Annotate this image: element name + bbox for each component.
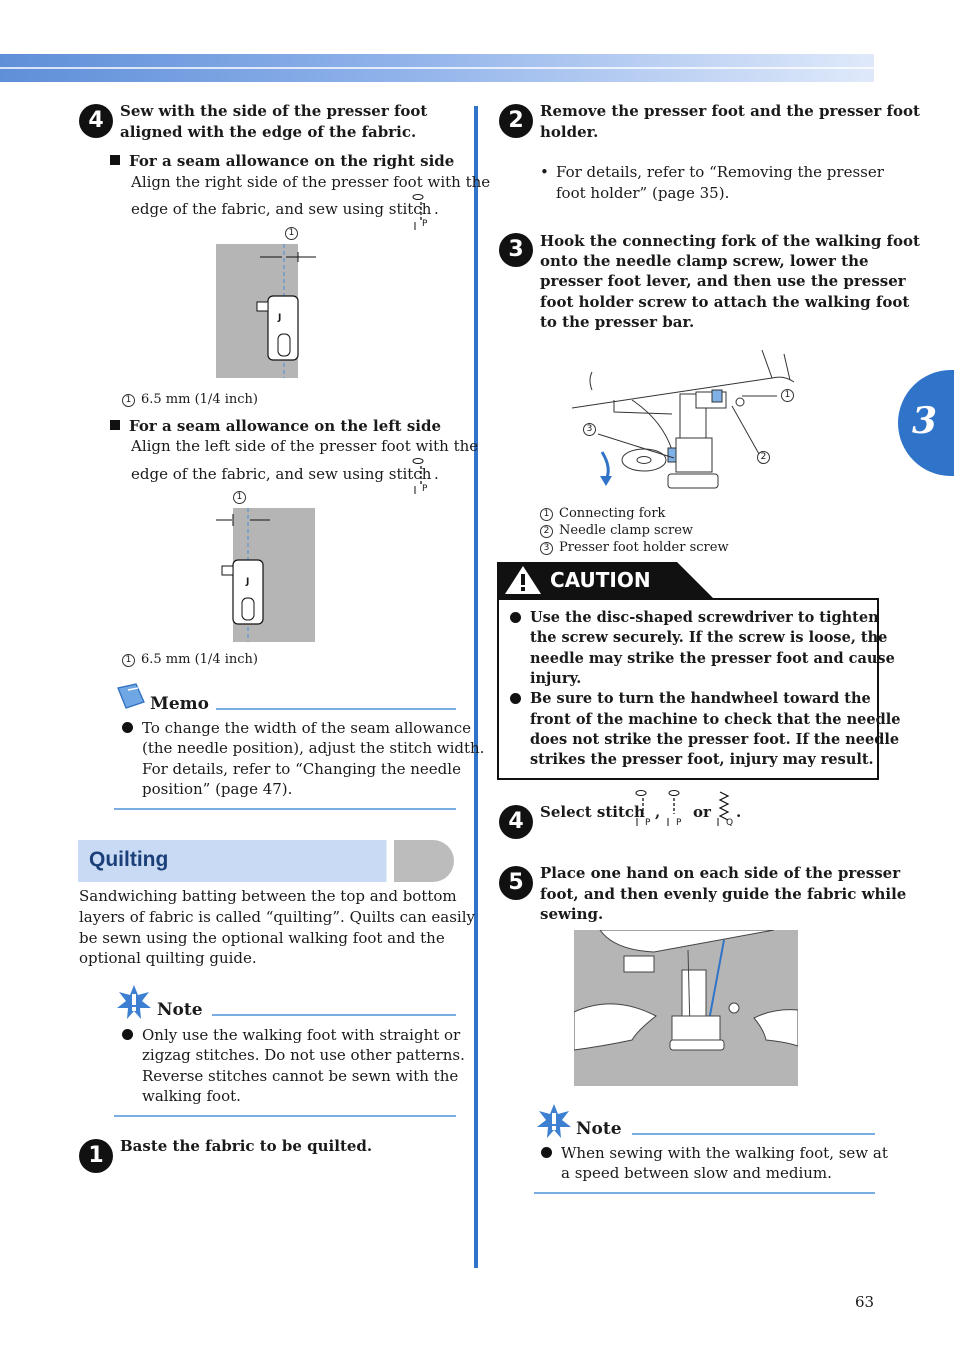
bullet [122,722,133,733]
step-instruction: onto the needle clamp screw, lower the [540,252,869,270]
note-bottom-rule [114,1115,456,1117]
callout-3: 3 [583,423,596,436]
step-instruction: Hook the connecting fork of the walking foot [540,232,920,250]
column-divider [474,106,478,1268]
bullet [541,1147,552,1158]
quilting-line: layers of fabric is called “quilting”. Quilts can easily [79,908,475,926]
callout-1: 1 [233,491,246,504]
period: . [736,803,742,821]
note-title: Note [576,1119,622,1139]
note-icon [115,984,153,1024]
caution-title: CAUTION [550,568,651,592]
step-number: 5 [499,866,533,900]
callout-1: 1 [285,227,298,240]
figure-caption: 1 6.5 mm (1/4 inch) [122,651,258,668]
note-line: Reverse stitches cannot be sewn with the [142,1067,459,1085]
or-text: or [693,803,711,821]
caution-line: Be sure to turn the handwheel toward the [530,690,871,707]
right-seam-line2: edge of the fabric, and sew using stitch [131,200,432,218]
period: . [434,200,439,218]
note-icon [535,1103,573,1143]
period: . [434,465,439,483]
foot-letter: J [278,313,282,323]
quilting-line: Sandwiching batting between the top and bottom [79,887,457,905]
step-instruction: presser foot lever, and then use the presser [540,272,906,290]
step-instruction: Remove the presser foot and the presser foot [540,102,920,120]
figure-caption: 1 Connecting fork [540,505,665,522]
step-instruction: foot holder screw to attach the walking foot [540,293,910,311]
step-number: 2 [499,104,533,138]
memo-line: For details, refer to “Changing the needle [142,760,461,778]
detail-line: For details, refer to “Removing the presser [556,163,884,181]
comma: , [655,803,661,821]
memo-line: position” (page 47). [142,780,293,798]
step-instruction: sewing. [540,905,604,923]
note-top-rule [212,1014,456,1016]
memo-top-rule [216,708,456,710]
note-title: Note [157,1000,203,1020]
step-instruction: Select stitch [540,803,645,821]
step-number: 3 [499,233,533,267]
figure-caption: 1 6.5 mm (1/4 inch) [122,391,258,408]
bullet [510,612,521,623]
figure-caption: 3 Presser foot holder screw [540,539,729,556]
walking-foot-illustration [572,350,808,504]
sewing-illustration [574,930,798,1090]
step-instruction: Sew with the side of the presser foot aligned with the edge of the fabric. [120,102,428,141]
note-line: zigzag stitches. Do not use other patterns. [142,1046,465,1064]
memo-title: Memo [150,694,209,714]
step-number: 4 [79,104,113,138]
stitch-letter: P [676,818,682,828]
memo-icon [114,682,148,716]
detail-line: foot holder” (page 35). [556,184,730,202]
memo-line: To change the width of the seam allowance [142,719,472,737]
step-instruction: foot, and then evenly guide the fabric while [540,885,907,903]
step-number: 1 [79,1139,113,1173]
section-title: Quilting [89,848,169,871]
caution-line: front of the machine to check that the needle [530,711,901,728]
callout-2: 2 [757,451,770,464]
chapter-number: 3 [912,400,938,442]
caution-line: injury. [530,670,582,687]
left-seam-figure [212,508,316,642]
subheading-right-seam: For a seam allowance on the right side [110,151,454,172]
stitch-letter: P [422,219,428,229]
step-instruction: holder. [540,123,599,141]
figure-caption: 2 Needle clamp screw [540,522,693,539]
caution-line: does not strike the presser foot. If the needle [530,731,900,748]
step-instruction: Place one hand on each side of the presser [540,864,901,882]
memo-line: (the needle position), adjust the stitch width. [142,739,485,757]
stitch-letter: P [422,484,428,494]
step-number: 4 [499,805,533,839]
note-top-rule [632,1133,875,1135]
quilting-line: optional quilting guide. [79,949,257,967]
note-line: walking foot. [142,1087,241,1105]
left-seam-line2: edge of the fabric, and sew using stitch [131,465,432,483]
right-seam-line1: Align the right side of the presser foot with the [131,173,491,191]
note-line: a speed between slow and medium. [561,1164,832,1182]
right-seam-figure [216,244,298,378]
caution-line: needle may strike the presser foot and cause [530,650,895,667]
foot-letter: J [246,577,250,587]
note-line: Only use the walking foot with straight or [142,1026,461,1044]
note-bottom-rule [534,1192,875,1194]
step-instruction: Baste the fabric to be quilted. [120,1137,373,1155]
bullet [122,1029,133,1040]
page-number: 63 [855,1293,875,1311]
stitch-letter: Q [726,818,734,828]
left-seam-line1: Align the left side of the presser foot with the [131,437,479,455]
caution-line: Use the disc-shaped screwdriver to tighten [530,609,879,626]
step-instruction: to the presser bar. [540,313,695,331]
caution-line: strikes the presser foot, injury may result. [530,751,874,768]
quilting-line: be sewn using the optional walking foot and the [79,929,445,947]
caution-line: the screw securely. If the screw is loose, the [530,629,888,646]
bullet-dot: • [540,163,549,181]
subheading-left-seam: For a seam allowance on the left side [110,416,441,437]
note-line: When sewing with the walking foot, sew at [561,1144,888,1162]
header-band-stripe [0,67,874,69]
memo-bottom-rule [114,808,456,810]
callout-1: 1 [781,389,794,402]
stitch-letter: P [645,818,651,828]
bullet [510,693,521,704]
